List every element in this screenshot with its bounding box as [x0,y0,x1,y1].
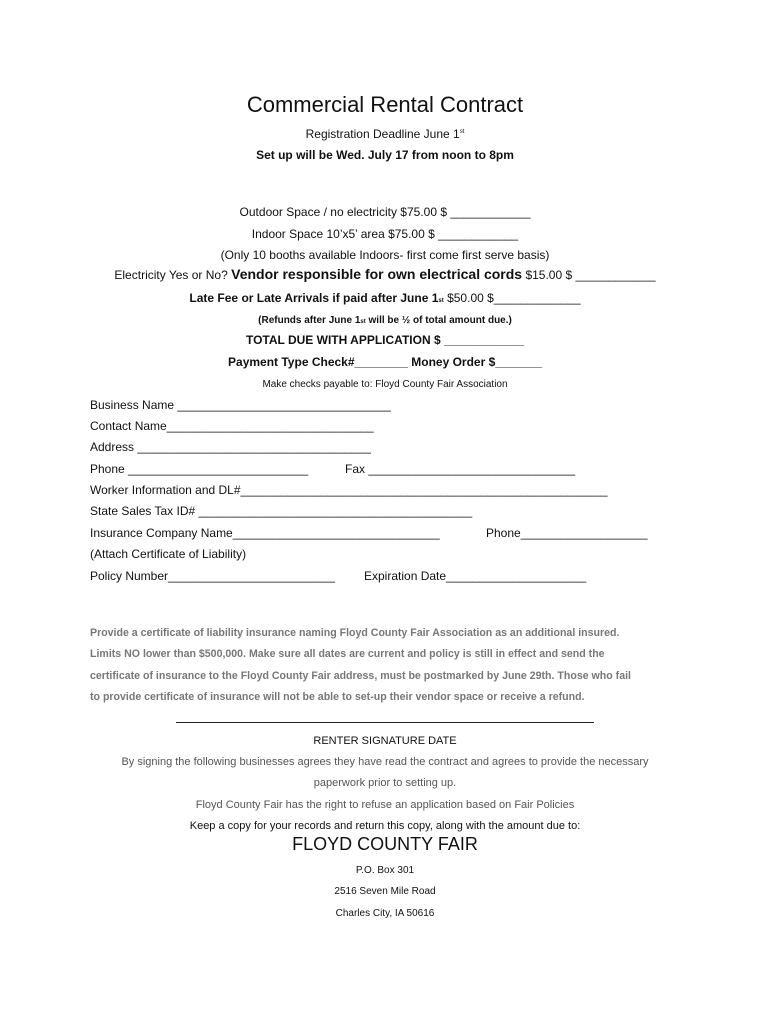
registration-deadline: Registration Deadline June 1st [305,127,465,141]
address-field[interactable]: Address ___________________________________ [90,440,371,454]
page-title: Commercial Rental Contract [246,92,524,117]
insurance-notice: Provide a certificate of liability insurance naming Floyd County Fair Association as an additional insured. Limits NO lower than $500,000. Make sure all dates are current and policy is still in effect and send the certificate of insurance to the Floyd County Fair address, must be postmarked by June 29th. Those who fail to provide certificate of insurance will not be able to set-up their vendor space or receive a refund. [90,627,631,703]
outdoor-space-line: Outdoor Space / no electricity $75.00 $ ____________ [239,205,531,219]
agreement-text-1: By signing the following businesses agrees they have read the contract and agrees to provide the necessary [121,756,649,768]
signature-label: RENTER SIGNATURE DATE [313,735,457,747]
business-name-field[interactable]: Business Name ________________________________ [90,398,391,412]
fax-field[interactable]: Fax _______________________________ [345,462,576,476]
contact-name-field[interactable]: Contact Name_______________________________ [90,419,374,433]
vendor-cords-note: Vendor responsible for own electrical cords [231,266,523,282]
booths-note: (Only 10 booths available Indoors- first come first serve basis) [220,248,550,262]
signature-line[interactable] [176,722,594,723]
street-address: 2516 Seven Mile Road [334,886,436,897]
city-state-zip: Charles City, IA 50616 [335,908,435,919]
indoor-space-line: Indoor Space 10’x5’ area $75.00 $ ____________ [251,227,519,241]
insurance-company-field[interactable]: Insurance Company Name_______________________________ [90,526,440,540]
keep-copy-note: Keep a copy for your records and return this copy, along with the amount due to: [189,820,581,832]
policy-number-field[interactable]: Policy Number_________________________ [90,569,335,583]
electricity-line: Electricity Yes or No? Vendor responsible for own electrical cords $15.00 $ ____________ [114,266,656,282]
attach-certificate-note: (Attach Certificate of Liability) [90,547,247,561]
late-fee-line: Late Fee or Late Arrivals if paid after June 1st $50.00 $_____________ [189,291,581,305]
payment-type-line: Payment Type Check#________ Money Order $_______ [228,355,542,369]
worker-info-field[interactable]: Worker Information and DL#_______________________________________________________ [90,483,608,497]
po-box: P.O. Box 301 [355,865,415,876]
phone-field[interactable]: Phone ___________________________ [90,462,309,476]
agreement-text-2: paperwork prior to setting up. [313,777,457,789]
payable-note: Make checks payable to: Floyd County Fair Association [262,379,508,390]
total-due-line: TOTAL DUE WITH APPLICATION $ ____________ [245,333,525,347]
fair-name: FLOYD COUNTY FAIR [292,834,478,854]
expiration-date-field[interactable]: Expiration Date_____________________ [364,569,587,583]
setup-info: Set up will be Wed. July 17 from noon to 8pm [256,148,514,162]
refund-note: (Refunds after June 1st will be ½ of total amount due.) [258,315,512,326]
sales-tax-id-field[interactable]: State Sales Tax ID# _________________________________________ [90,504,473,518]
refuse-policy-note: Floyd County Fair has the right to refuse an application based on Fair Policies [195,799,575,811]
insurance-phone-field[interactable]: Phone___________________ [486,526,648,540]
